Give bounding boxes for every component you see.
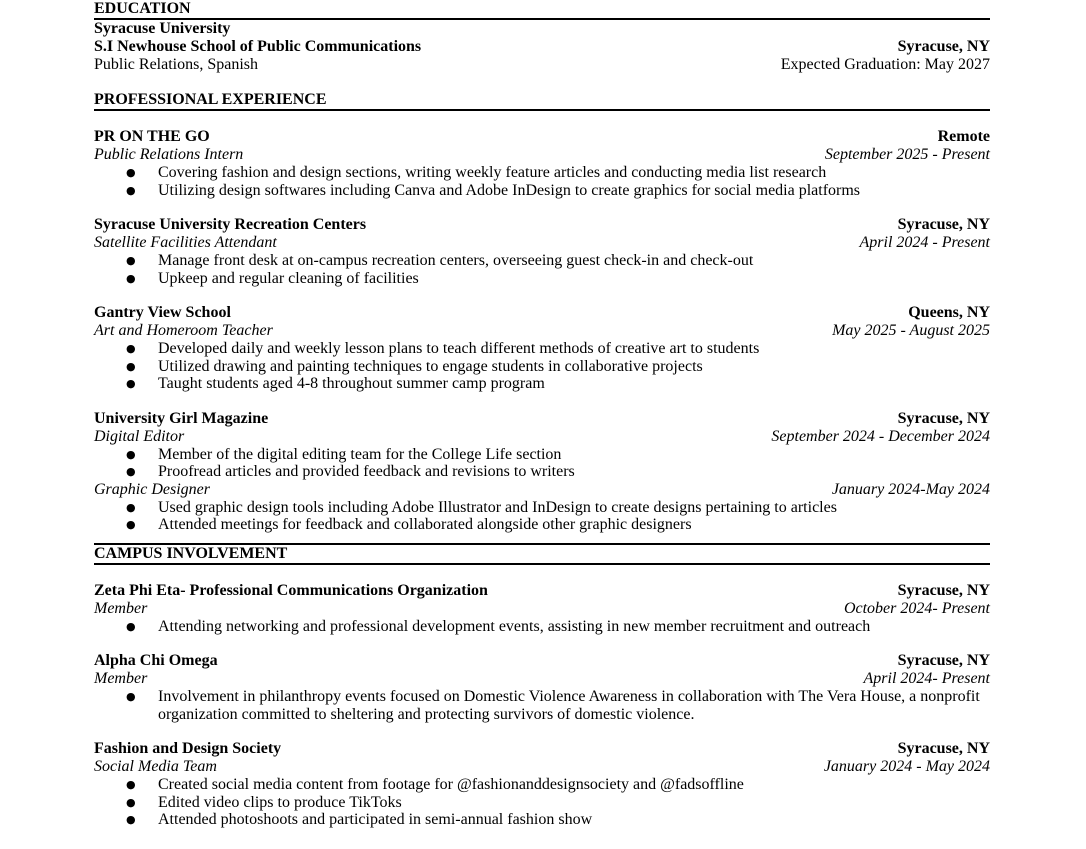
job-entry xyxy=(94,410,990,534)
job-bullets xyxy=(94,252,990,287)
job-dates: April 2024 - Present xyxy=(859,234,990,251)
bullet-item: ● Attended meetings for feedback and collaborated alongside other graphic designers xyxy=(94,516,990,534)
job-location: Remote xyxy=(937,128,990,145)
job-org: PR ON THE GO xyxy=(94,128,210,145)
job-dates-secondary: January 2024-May 2024 xyxy=(831,480,990,498)
job-entry xyxy=(94,304,990,393)
job-dates: May 2025 - August 2025 xyxy=(832,322,990,339)
job-dates: September 2025 - Present xyxy=(824,146,990,163)
involvement-title: Social Media Team xyxy=(94,758,217,775)
involvement-bullets xyxy=(94,688,990,723)
school-location: Syracuse, NY xyxy=(897,38,990,55)
job-org: Syracuse University Recreation Centers xyxy=(94,216,367,233)
job-entry xyxy=(94,128,990,199)
involvement-org: Alpha Chi Omega xyxy=(94,652,218,669)
experience-heading: PROFESSIONAL EXPERIENCE xyxy=(94,91,327,108)
involvement-bullets xyxy=(94,776,990,829)
education-section xyxy=(94,0,990,74)
bullet-item: ● Attended photoshoots and participated in semi-annual fashion show xyxy=(94,811,990,829)
bullet-item: ● Covering fashion and design sections, writing weekly feature articles and conducting media list research xyxy=(94,164,990,182)
job-bullets xyxy=(94,340,990,393)
job-title: Public Relations Intern xyxy=(94,146,244,163)
involvement-heading: CAMPUS INVOLVEMENT xyxy=(94,544,288,562)
involvement-dates: January 2024 - May 2024 xyxy=(823,758,990,775)
job-org: University Girl Magazine xyxy=(94,409,269,427)
bullet-item: ● Attending networking and professional development events, assisting in new member recruitment and outreach xyxy=(94,618,990,636)
involvement-location: Syracuse, NY xyxy=(897,740,990,757)
experience-section xyxy=(94,91,990,534)
job-location: Queens, NY xyxy=(908,304,990,321)
bullet-item: ● Member of the digital editing team for the College Life section xyxy=(94,446,990,464)
bullet-item: ● Utilizing design softwares including Canva and Adobe InDesign to create graphics for social media platforms xyxy=(94,182,990,200)
involvement-entry xyxy=(94,740,990,829)
involvement-org: Zeta Phi Eta- Professional Communications Organization xyxy=(94,581,488,599)
bullet-item: ● Taught students aged 4-8 throughout summer camp program xyxy=(94,375,990,393)
bullet-item: ● Proofread articles and provided feedback and revisions to writers xyxy=(94,463,990,481)
bullet-item: ● Created social media content from footage for @fashionanddesignsociety and @fadsoffline xyxy=(94,776,990,794)
involvement-location: Syracuse, NY xyxy=(897,652,990,669)
involvement-entry xyxy=(94,652,990,723)
school-name: Syracuse University xyxy=(94,20,231,37)
job-location: Syracuse, NY xyxy=(897,409,990,427)
involvement-dates: October 2024- Present xyxy=(843,599,990,617)
bullet-item: ● Edited video clips to produce TikToks xyxy=(94,794,990,812)
bullet-item: ● Utilized drawing and painting techniques to engage students in collaborative projects xyxy=(94,358,990,376)
bullet-item: ● Involvement in philanthropy events focused on Domestic Violence Awareness in collaboration with The Vera House, a nonprofit organization committed to sheltering and protecting survivors of domestic violence. xyxy=(94,688,990,723)
bullet-item: ● Developed daily and weekly lesson plans to teach different methods of creative art to students xyxy=(94,340,990,358)
job-title: Digital Editor xyxy=(94,427,185,445)
involvement-entry xyxy=(94,582,990,636)
job-title: Art and Homeroom Teacher xyxy=(94,322,273,339)
job-title-secondary: Graphic Designer xyxy=(94,480,210,498)
bullet-item: ● Manage front desk at on-campus recreation centers, overseeing guest check-in and check-out xyxy=(94,252,990,270)
bullet-item: ● Upkeep and regular cleaning of facilities xyxy=(94,270,990,288)
involvement-title: Member xyxy=(94,599,148,617)
involvement-bullets xyxy=(94,618,990,636)
bullet-item: ● Used graphic design tools including Adobe Illustrator and InDesign to create designs pertaining to articles xyxy=(94,499,990,517)
involvement-location: Syracuse, NY xyxy=(897,581,990,599)
education-heading: EDUCATION xyxy=(94,0,191,17)
job-title: Satellite Facilities Attendant xyxy=(94,234,277,251)
involvement-title: Member xyxy=(94,670,148,687)
majors: Public Relations, Spanish xyxy=(94,56,258,73)
job-location: Syracuse, NY xyxy=(897,216,990,233)
job-org: Gantry View School xyxy=(94,304,231,321)
job-dates: September 2024 - December 2024 xyxy=(771,427,990,445)
graduation-date: Expected Graduation: May 2027 xyxy=(780,56,990,73)
college-name: S.I Newhouse School of Public Communications xyxy=(94,38,422,55)
job-bullets xyxy=(94,446,990,481)
involvement-dates: April 2024- Present xyxy=(863,670,990,687)
involvement-org: Fashion and Design Society xyxy=(94,740,282,757)
job-bullets-secondary xyxy=(94,499,990,534)
job-entry xyxy=(94,216,990,287)
resume-content xyxy=(94,0,990,829)
job-bullets xyxy=(94,164,990,199)
involvement-section xyxy=(94,543,990,829)
